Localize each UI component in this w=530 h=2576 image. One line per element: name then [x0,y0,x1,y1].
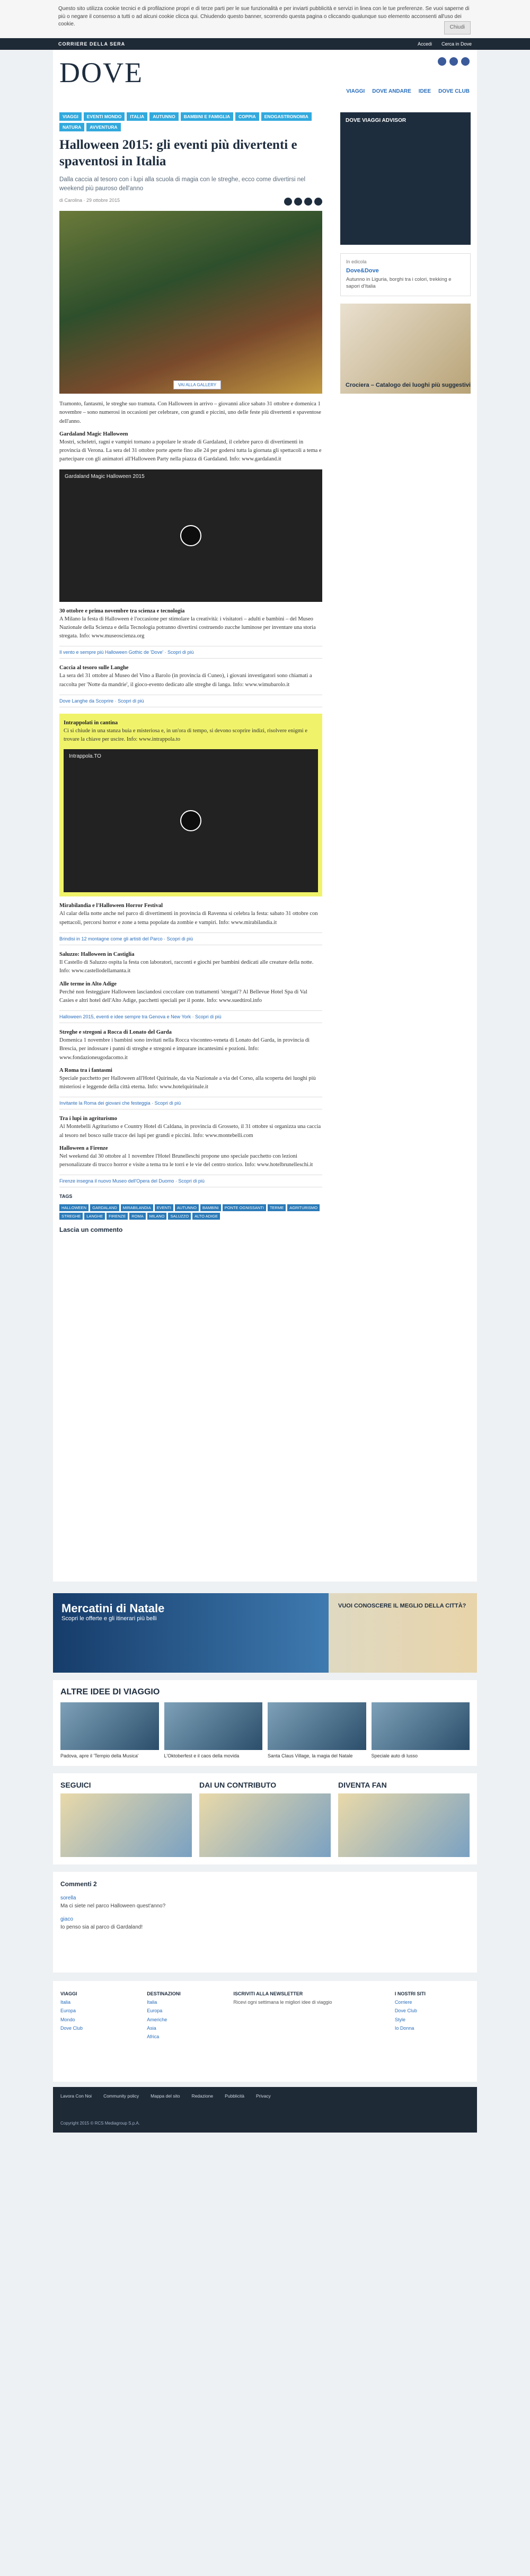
article-body [59,400,322,1187]
bottom-link[interactable]: Pubblicità [225,2093,244,2099]
section-heading: Mirabilandia e l'Halloween Horror Festival [59,903,163,909]
tag-item[interactable]: VIAGGI [59,112,82,121]
play-icon[interactable] [180,810,201,831]
nav-viaggi[interactable]: VIAGGI [346,88,365,94]
promo-title: SEGUICI [60,1781,91,1789]
footer-link[interactable]: Mondo [60,2017,75,2022]
comments-title: Commenti 2 [60,1880,97,1888]
tag-item[interactable]: MIRABILANDIA [121,1204,153,1211]
tag-item[interactable]: FIRENZE [107,1213,128,1220]
share-mail-icon[interactable] [314,198,322,206]
footer-text: Ricevi ogni settimana le migliori idee di viaggio [233,2000,332,2005]
paragraph: Ci si chiude in una stanza buia e misteriosa e, in un'ora di tempo, si devono scoprire indizi, risolvere enigmi e trovare la chiave per uscire. Info: www.intrappola.to [64,727,307,743]
tag-item[interactable]: EVENTI MONDO [84,112,125,121]
idea-text: L'Oktoberfest e il caos della movida [164,1753,240,1758]
footer-link[interactable]: Americhe [147,2017,167,2022]
tag-item[interactable]: STREGHE [59,1213,83,1220]
advisor-box[interactable] [340,112,471,245]
byline-text: di Carolina · 29 ottobre 2015 [59,198,120,203]
site-footer [53,1981,477,2082]
section-heading: Halloween a Firenze [59,1145,108,1151]
twitter-icon[interactable] [449,57,458,66]
idea-text: Speciale auto di lusso [371,1753,418,1758]
article-title: Halloween 2015: gli eventi più divertenti e spaventosi in Italia [59,138,297,169]
tag-item[interactable]: ENOGASTRONOMIA [261,112,312,121]
hero-image [59,211,322,394]
highlight-box [59,714,322,897]
section-heading: Streghe e stregoni a Rocca di Lonato del Garda [59,1029,172,1036]
share-pinterest-icon[interactable] [304,198,312,206]
banner-title: Mercatini di Natale [61,1602,165,1615]
play-icon[interactable] [180,525,201,546]
footer-col [60,1989,135,2073]
comment-author[interactable]: sorella [60,1895,76,1901]
section-heading: Intrappolati in cantina [64,719,118,726]
copyright: Copyright 2015 © RCS Mediagroup S.p.A. [53,2118,477,2133]
tag-item[interactable]: ITALIA [127,112,147,121]
tag-item[interactable]: SALUZZO [168,1213,191,1220]
promo-image [199,1793,331,1857]
related-link[interactable]: Il vento e sempre più Halloween Gothic de 'Dove' · Scopri di più [59,646,322,659]
login-link[interactable]: Accedi [417,41,432,47]
article-page [53,106,477,1582]
nav-dove-club[interactable]: DOVE CLUB [438,88,470,94]
footer-link[interactable]: Asia [147,2025,156,2031]
paragraph: Tramonto, fantasmi, le streghe suo tramuta. Con Halloween in arrivo – giovanni alice sabato 31 ottobre e domenica 1 novembre – sono numerosi in occasioni per celebrare, con grandi e piccini, uno delle feste più divertenti e spaventose dell'anno. [59,401,321,424]
sidebar [334,106,477,1582]
idea-text: Santa Claus Village, la magia del Natale [268,1753,353,1758]
christmas-banner[interactable] [53,1593,477,1673]
tag-item[interactable]: BAMBINI [200,1204,221,1211]
idea-image [164,1702,263,1750]
footer-link[interactable]: Europa [60,2008,76,2014]
tag-item[interactable]: HALLOWEEN [59,1204,89,1211]
footer-heading: DESTINAZIONI [147,1991,181,1996]
section-heading: A Roma tra i fantasmi [59,1067,112,1073]
idea-text: Padova, apre il 'Tempio della Musica' [60,1753,139,1758]
widget-text: Autunno in Liguria, borghi tra i colori, trekking e sapori d'Italia [346,277,452,290]
advisor-label: DOVE VIAGGI ADVISOR [346,118,407,123]
search-link[interactable]: Cerca in Dove [441,41,472,47]
promo-contribute[interactable] [199,1781,331,1857]
cookie-close-button[interactable]: Chiudi [444,21,471,34]
tag-item[interactable]: ROMA [129,1213,146,1220]
footer-link[interactable]: Dove Club [60,2025,83,2031]
widget-label: In edicola [346,259,367,264]
footer-link[interactable]: Italia [147,2000,157,2005]
dove-logo[interactable]: DOVE [59,57,143,88]
tag-item[interactable]: ALTO ADIGE [192,1213,220,1220]
footer-col [233,1989,383,2073]
paragraph: Al calar della notte anche nel parco di divertimenti in provincia di Ravenna si celebra la festa: sabato 31 ottobre con spettacoli, percorsi horror e zone a tema popolate da zombie e vampiri. Info: www.mirabilandia.it [59,911,318,926]
idea-card[interactable] [372,1702,470,1758]
footer-link[interactable]: Europa [147,2008,163,2014]
promo-image [60,1793,192,1857]
tag-item[interactable]: COPPIA [235,112,259,121]
article-tags [59,112,322,131]
footer-link[interactable]: Dove Club [394,2008,417,2014]
promo-row [53,1773,477,1864]
paragraph: Perché non festeggiare Halloween lasciandosi coccolare con trattamenti 'stregati'? Al Bellevue Hotel Spa di Val Casies e altri hotel dell'Alto Adige, pacchetti speciali per il ponte. Info: www.suedtirol.info [59,989,307,1003]
related-link[interactable]: Firenze insegna il nuovo Museo dell'Opera del Duomo · Scopri di più [59,1175,322,1187]
section-heading: Saluzzo: Halloween in Castiglia [59,951,135,957]
tag-item[interactable]: AGRITURISMO [287,1204,320,1211]
ideas-title: ALTRE IDEE DI VIAGGIO [60,1687,160,1696]
top-bar [0,38,530,50]
leave-comment-link[interactable]: Lascia un commento [59,1226,123,1234]
tag-item[interactable]: BAMBINI E FAMIGLIA [181,112,233,121]
banner-main [53,1593,329,1673]
related-link[interactable]: Halloween 2015, eventi e idee sempre tra Genova e New York · Scopri di più [59,1010,322,1023]
google-plus-icon[interactable] [461,57,470,66]
nav-dove-andare[interactable]: DOVE ANDARE [372,88,411,94]
tag-item[interactable]: TERME [268,1204,286,1211]
main-nav [346,88,470,94]
footer-link[interactable]: Italia [60,2000,71,2005]
video-player[interactable] [64,749,318,892]
cookie-banner [0,0,530,38]
footer-link[interactable]: Corriere [394,2000,412,2005]
site-header [53,50,477,106]
tag-item[interactable]: EVENTI [155,1204,173,1211]
footer-link[interactable]: Africa [147,2033,160,2039]
idea-card[interactable] [164,1702,263,1758]
article-main [53,106,329,1582]
section-heading: 30 ottobre e prima novembre tra scienza e tecnologia [59,608,185,614]
sidebar-promo[interactable] [340,304,471,394]
promo-title: DAI UN CONTRIBUTO [199,1781,277,1789]
promo-fan[interactable] [338,1781,470,1857]
bottom-bar [53,2087,477,2118]
comment-text: Ma ci siete nel parco Halloween quest'anno? [60,1903,166,1909]
sidebar-promo-label: Crociera – Catalogo dei luoghi più suggestivi [346,381,471,388]
share-twitter-icon[interactable] [294,198,302,206]
bottom-link[interactable]: Community policy [103,2093,139,2099]
promo-image [338,1793,470,1857]
tag-item[interactable]: AUTUNNO [149,112,179,121]
paragraph: Speciale pacchetto per Halloween all'Hotel Quirinale, da via Nazionale a via del Corso, alla scoperta dei luoghi più misteriosi e leggende della città eterna. Info: www.hotelquirinale.it [59,1075,316,1090]
paragraph: Nel weekend dal 30 ottobre al 1 novembre l'Hotel Brunelleschi propone uno speciale pacchetto con lezioni personalizzate di trucco horror e visite a tema tra le torri e le vie del centro storico. Info: www.hotelbrunelleschi.it [59,1153,313,1168]
video-title: Intrappola.TO [69,753,101,760]
footer-heading: I NOSTRI SITI [394,1991,426,1996]
corriere-brand[interactable]: CORRIERE DELLA SERA [58,41,126,47]
section-heading: Alle terme in Alto Adige [59,981,117,987]
facebook-icon[interactable] [438,57,446,66]
related-link[interactable]: Invitante la Roma dei giovani che festeggia · Scopri di più [59,1097,322,1109]
tag-item[interactable]: MILANO [147,1213,167,1220]
footer-heading: ISCRIVITI ALLA NEWSLETTER [233,1991,303,1996]
footer-link[interactable]: Io Donna [394,2025,414,2031]
idea-card[interactable] [268,1702,366,1758]
tag-item[interactable]: AVVENTURA [86,123,120,131]
more-ideas [53,1680,477,1766]
widget-title[interactable]: Dove&Dove [346,268,379,274]
bottom-tags [59,1204,322,1220]
footer-col [147,1989,222,2073]
tag-item[interactable]: PONTE OGNISSANTI [223,1204,266,1211]
idea-image [60,1702,159,1750]
article-byline [59,198,322,206]
idea-card[interactable] [60,1702,159,1758]
tag-item[interactable]: GARDALAND [90,1204,119,1211]
comments-section [53,1872,477,1973]
article-subtitle: Dalla caccia al tesoro con i lupi alla scuola di magia con le streghe, ecco come divertirsi nel weekend più pauroso dell'anno [59,176,306,192]
tag-item[interactable]: LANGHE [84,1213,105,1220]
share-facebook-icon[interactable] [284,198,292,206]
promo-title: DIVENTA FAN [338,1781,387,1789]
comment-text: Io penso sia al parco di Gardaland! [60,1924,143,1930]
paragraph: La sera del 31 ottobre al Museo del Vino a Barolo (in provincia di Cuneo), i giovani investigatori sono chiamati a raccolta per 'Notte da mandrie', il gioco-evento dedicato alle streghe di langa. Info: www.wimubarolo.it [59,673,312,688]
video-player[interactable] [59,469,322,602]
footer-col [395,1989,470,2073]
paragraph: Il Castello di Saluzzo ospita la festa con laboratori, racconti e giochi per bambini dedicati alle creature della notte. Info: www.castellodellamanta.it [59,959,314,974]
bottom-link[interactable]: Privacy [255,2093,271,2099]
tags-label: TAGS [59,1194,73,1200]
paragraph: A Milano la festa di Halloween è l'occasione per stimolare la creatività: i visitatori – adulti e bambini – del Museo Nazionale della Scienza e della Tecnologia potranno divertirsi costruendo zucche luminose per inventare una storia stregata. Info: www.museoscienza.org [59,616,316,639]
banner-text: Scopri le offerte e gli itinerari più belli [61,1615,157,1622]
footer-link[interactable]: Style [394,2017,405,2022]
bottom-link[interactable]: Lavora Con Noi [60,2093,92,2099]
paragraph: Al Montebelli Agriturismo e Country Hotel di Caldana, in provincia di Grosseto, il 31 ottobre si organizza una caccia al tesoro nel bosco sulle tracce dei lupi per grandi e piccini. Info: www.montebelli.com [59,1124,321,1139]
social-icons [438,57,470,66]
magazine-widget[interactable] [340,253,471,296]
section-heading: Gardaland Magic Halloween [59,431,128,437]
tag-item[interactable]: NATURA [59,123,84,131]
promo-follow[interactable] [60,1781,192,1857]
idea-image [268,1702,366,1750]
paragraph: Domenica 1 novembre i bambini sono invitati nella Rocca visconteo-veneta di Lonato del Garda, in provincia di Brescia, per indossare i panni di streghe e stregoni e imparare incantesimi e pozioni. Info: www.fondazioneugodacomo.it [59,1037,310,1061]
related-link[interactable]: Brindisi in 12 montagne come gli artisti del Parco · Scopri di più [59,932,322,945]
paragraph: Mostri, scheletri, ragni e vampiri tornano a popolare le strade di Gardaland, il celebre parco di divertimenti in provincia di Verona. La sera del 31 ottobre porte aperte fino alle 24 per godersi tutta la giornata gli spettacoli a tema e partecipare con gli animatori all'Halloween Party nella piazza di Gardaland. Info: www.gardaland.it [59,439,322,463]
idea-image [372,1702,470,1750]
cookie-text: Questo sito utilizza cookie tecnici e di profilazione propri e di terze parti per le sue funzionalità e per inviarti pubblicità e servizi in linea con le tue preferenze. Se vuoi saperne di più o negare il consenso a tutti o ad alcuni cookie clicca qui. Chiudendo questo banner, scorrendo questa pagina o cliccando qualunque suo elemento acconsenti all'uso dei cookie. [58,6,470,27]
video-title: Gardaland Magic Halloween 2015 [65,473,145,479]
tag-item[interactable]: AUTUNNO [175,1204,199,1211]
section-heading: Caccia al tesoro sulle Langhe [59,665,129,671]
gallery-button[interactable]: VAI ALLA GALLERY [173,380,221,389]
section-heading: Tra i lupi in agriturismo [59,1116,117,1122]
ideas-grid [60,1702,470,1758]
nav-idee[interactable]: IDEE [418,88,431,94]
banner-cta[interactable]: VUOI CONOSCERE IL MEGLIO DELLA CITTÀ? [338,1603,466,1609]
related-link[interactable]: Dove Langhe da Scoprire · Scopri di più [59,695,322,707]
bottom-link[interactable]: Redazione [191,2093,214,2099]
footer-heading: VIAGGI [60,1991,77,1996]
bottom-link[interactable]: Mappa del sito [151,2093,180,2099]
share-icons [284,198,322,206]
comment-author[interactable]: giaco [60,1916,73,1922]
